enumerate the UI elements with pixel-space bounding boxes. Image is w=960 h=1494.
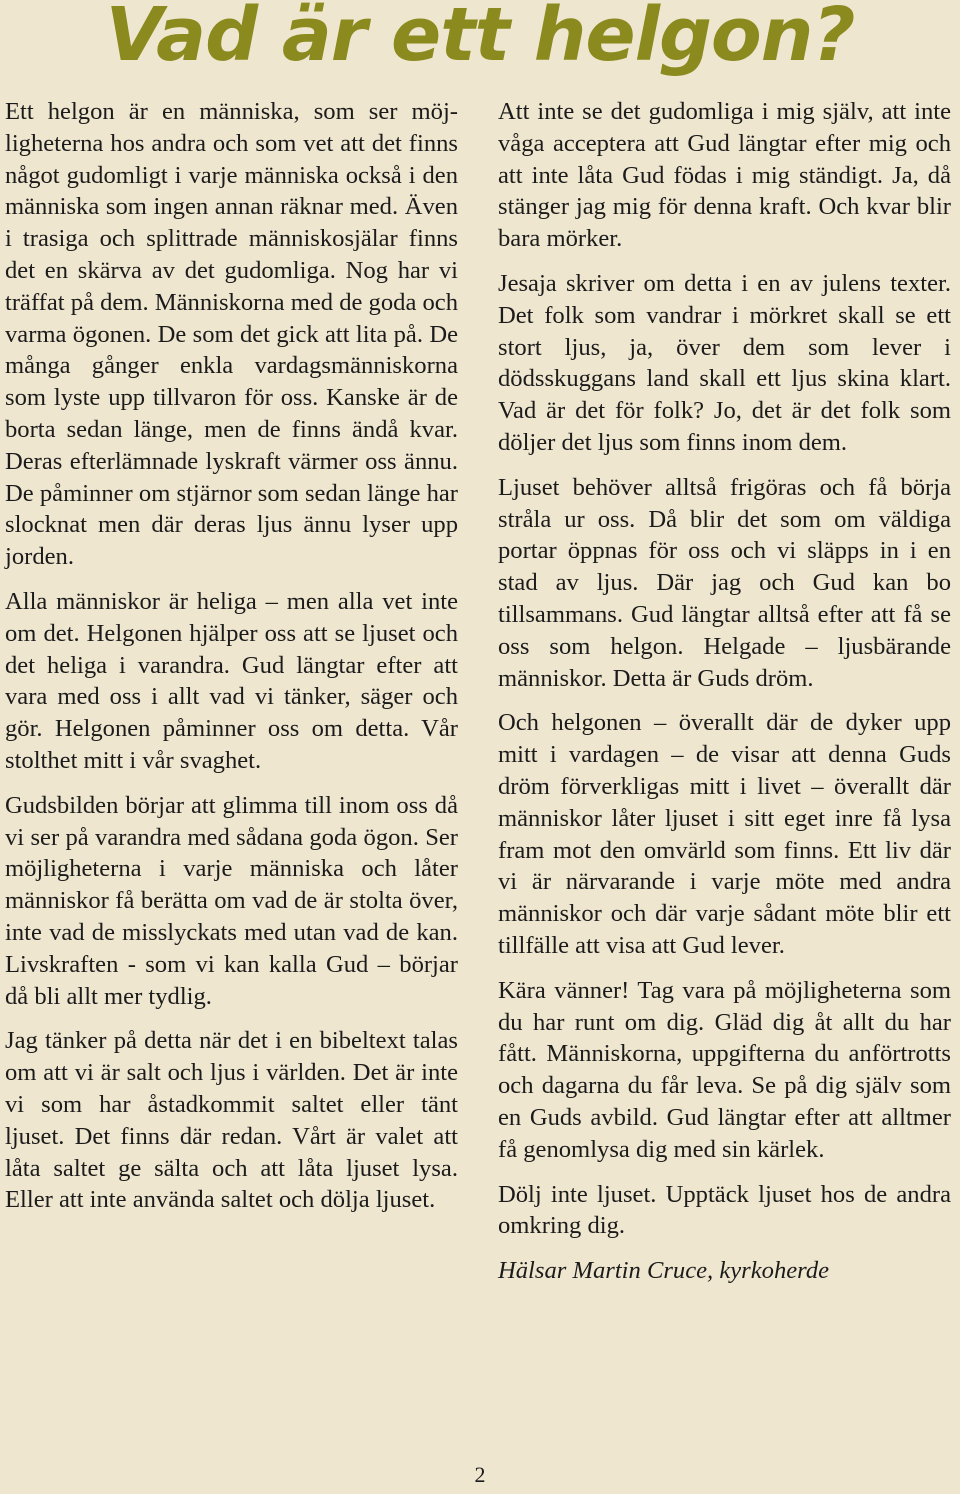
paragraph: Alla människor är heliga – men alla vet inte om det. Helgonen hjälper oss att se ljuset och det heliga i varandra. Gud längtar efter att vara med oss i allt vad vi tänker, säger och gör. Helgonen påminner oss om detta. Vår stolthet mitt i vår svaghet.	[5, 587, 458, 774]
paragraph: Och helgonen – överallt där de dyker upp mitt i vardagen – de visar att denna Guds dröm förverkligas mitt i livet – överallt där människor låter ljuset i sitt eget inre få lysa fram mot den omvärld som finns. Ett liv där vi är närvarande i varje möte med andra människor och där varje sådant möte blir ett tillfälle att visa att Gud lever.	[498, 709, 951, 959]
paragraph: Ljuset behöver alltså frigöras och få börja stråla ur oss. Då blir det som om väldiga portar öppnas för oss och vi släpps in i en stad av ljus. Där jag och Gud kan bo tillsammans. Gud längtar alltså efter att få se oss som helgon. Helgade – ljusbärande människor. Detta är Guds dröm.	[498, 473, 951, 692]
right-column	[498, 96, 951, 1300]
paragraph: Jag tänker på detta när det i en bibeltext talas om att vi är salt och ljus i världen. Det är inte vi som har åstadkommit saltet eller tänt ljuset. Det finns där redan. Vårt är valet att låta saltet ge sälta och att låta ljuset lysa. Eller att inte använda saltet och dölja ljuset.	[5, 1027, 458, 1214]
paragraph: Gudsbilden börjar att glimma till inom oss då vi ser på varandra med sådana goda ögon. Ser möjligheterna i varje människa och låter människor få berätta om vad de är stolta över, inte vad de misslyckats med utan vad de kan. Livskraften - som vi kan kalla Gud – börjar då bli allt mer tydlig.	[5, 791, 458, 1010]
left-column	[5, 96, 458, 1229]
paragraph: Jesaja skriver om detta i en av julens texter. Det folk som vandrar i mörkret skall se ett stort ljus, ja, över dem som lever i dödsskuggans land skall ett ljus skina klart. Vad är det för folk? Jo, det är det folk som döljer det ljus som finns inom dem.	[498, 269, 951, 456]
signature: Hälsar Martin Cruce, kyrkoherde	[498, 1257, 830, 1285]
paragraph: Dölj inte ljuset. Upptäck ljuset hos de andra omkring dig.	[498, 1180, 951, 1240]
paragraph: Kära vänner! Tag vara på möjligheterna som du har runt om dig. Gläd dig åt allt du har fått. Människorna, uppgifterna du anförtrotts och dagarna du får leva. Se på dig själv som en Guds avbild. Gud längtar efter att alltmer få genomlysa dig med sin kärlek.	[498, 976, 951, 1163]
paragraph: Att inte se det gudomliga i mig själv, att inte våga acceptera att Gud längtar efter mig och att inte låta Gud födas i mig ständigt. Ja, då stänger jag mig för denna kraft. Och kvar blir bara mörker.	[498, 98, 951, 253]
paragraph: Ett helgon är en människa, som ser möjligheterna hos andra och som vet att det finns något gudomligt i varje människa också i den människa som ingen annan räknar med. Även i trasiga och splittrade människosjälar finns det en skärva av det gudomliga. Nog har vi träffat på dem. Människorna med de goda och varma ögonen. De som det gick att lita på. De många gånger enkla vardagsmänniskorna som lyste upp tillvaron för oss. Kanske är de borta sedan länge, men de finns ändå kvar. Deras efterlämnade lyskraft värmer oss ännu. De påminner om stjärnor som sedan länge har slocknat men där deras ljus ännu lyser upp jorden.	[5, 98, 459, 571]
page-title: Vad är ett helgon?	[105, 0, 855, 78]
page-number: 2	[474, 1462, 486, 1487]
